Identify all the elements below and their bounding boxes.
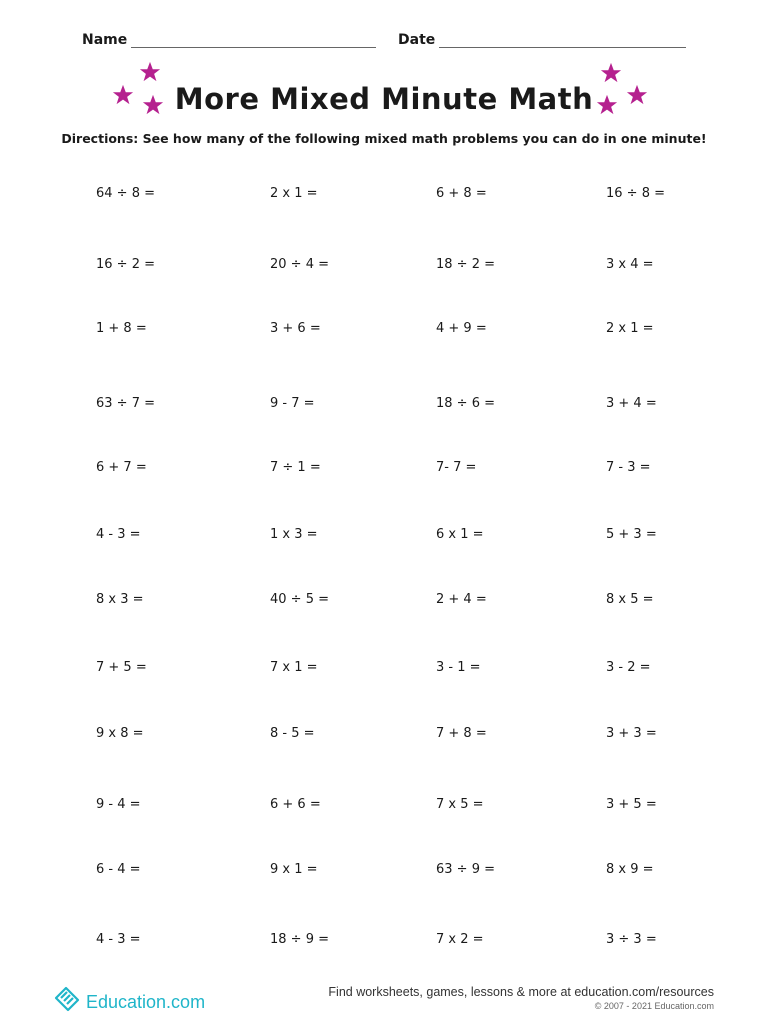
math-problem: 16 ÷ 8 = bbox=[606, 186, 665, 201]
math-problem: 2 x 1 = bbox=[270, 186, 318, 201]
math-problem: 6 + 8 = bbox=[436, 186, 487, 201]
math-problem: 8 x 5 = bbox=[606, 592, 654, 607]
math-problem: 3 + 3 = bbox=[606, 726, 657, 741]
math-problem: 3 ÷ 3 = bbox=[606, 932, 657, 947]
math-problem: 9 x 1 = bbox=[270, 862, 318, 877]
date-label: Date bbox=[398, 32, 436, 48]
star-icon bbox=[600, 62, 622, 84]
footer-text bbox=[328, 985, 714, 1011]
footer-logo[interactable] bbox=[52, 980, 205, 1013]
math-problem: 3 - 2 = bbox=[606, 660, 651, 675]
date-line[interactable] bbox=[439, 33, 686, 48]
page-title: More Mixed Minute Math bbox=[174, 82, 594, 116]
math-problem: 7 x 2 = bbox=[436, 932, 484, 947]
math-problem: 6 + 6 = bbox=[270, 797, 321, 812]
math-problem: 63 ÷ 9 = bbox=[436, 862, 495, 877]
math-problem: 64 ÷ 8 = bbox=[96, 186, 155, 201]
math-problem: 8 x 3 = bbox=[96, 592, 144, 607]
math-problem: 6 x 1 = bbox=[436, 527, 484, 542]
math-problem: 5 + 3 = bbox=[606, 527, 657, 542]
name-line[interactable] bbox=[131, 33, 376, 48]
math-problem: 9 x 8 = bbox=[96, 726, 144, 741]
brand-name: Education.com bbox=[86, 992, 206, 1012]
math-problem: 3 + 4 = bbox=[606, 396, 657, 411]
math-problem: 20 ÷ 4 = bbox=[270, 257, 329, 272]
footer-tagline[interactable]: Find worksheets, games, lessons & more at education.com/resources bbox=[328, 985, 714, 999]
name-label: Name bbox=[82, 32, 128, 48]
date-field[interactable] bbox=[398, 32, 686, 48]
math-problem: 7 x 5 = bbox=[436, 797, 484, 812]
math-problem: 8 - 5 = bbox=[270, 726, 315, 741]
star-icon bbox=[139, 61, 161, 83]
math-problem: 16 ÷ 2 = bbox=[96, 257, 155, 272]
math-problem: 1 x 3 = bbox=[270, 527, 318, 542]
math-problem: 4 - 3 = bbox=[96, 527, 141, 542]
math-problem: 7 ÷ 1 = bbox=[270, 460, 321, 475]
math-problem: 63 ÷ 7 = bbox=[96, 396, 155, 411]
math-problem: 18 ÷ 6 = bbox=[436, 396, 495, 411]
math-problem: 6 + 7 = bbox=[96, 460, 147, 475]
math-problem: 7 - 3 = bbox=[606, 460, 651, 475]
math-problem: 7 x 1 = bbox=[270, 660, 318, 675]
math-problem: 8 x 9 = bbox=[606, 862, 654, 877]
directions-text: Directions: See how many of the following mixed math problems you can do in one minute! bbox=[61, 131, 707, 146]
math-problem: 9 - 7 = bbox=[270, 396, 315, 411]
math-problem: 18 ÷ 2 = bbox=[436, 257, 495, 272]
math-problem: 3 + 5 = bbox=[606, 797, 657, 812]
math-problem: 2 x 1 = bbox=[606, 321, 654, 336]
math-problem: 18 ÷ 9 = bbox=[270, 932, 329, 947]
name-field[interactable] bbox=[82, 32, 376, 48]
education-logo-icon bbox=[52, 982, 82, 1012]
math-problem: 2 + 4 = bbox=[436, 592, 487, 607]
math-problem: 3 x 4 = bbox=[606, 257, 654, 272]
math-problem: 40 ÷ 5 = bbox=[270, 592, 329, 607]
header-fields bbox=[82, 32, 686, 52]
math-problem: 3 + 6 = bbox=[270, 321, 321, 336]
math-problem: 6 - 4 = bbox=[96, 862, 141, 877]
math-problem: 7- 7 = bbox=[436, 460, 477, 475]
math-problem: 4 - 3 = bbox=[96, 932, 141, 947]
math-problem: 7 + 5 = bbox=[96, 660, 147, 675]
math-problem: 9 - 4 = bbox=[96, 797, 141, 812]
math-problem: 3 - 1 = bbox=[436, 660, 481, 675]
footer-copyright: © 2007 - 2021 Education.com bbox=[594, 1001, 714, 1011]
math-problem: 4 + 9 = bbox=[436, 321, 487, 336]
math-problem: 7 + 8 = bbox=[436, 726, 487, 741]
math-problem: 1 + 8 = bbox=[96, 321, 147, 336]
